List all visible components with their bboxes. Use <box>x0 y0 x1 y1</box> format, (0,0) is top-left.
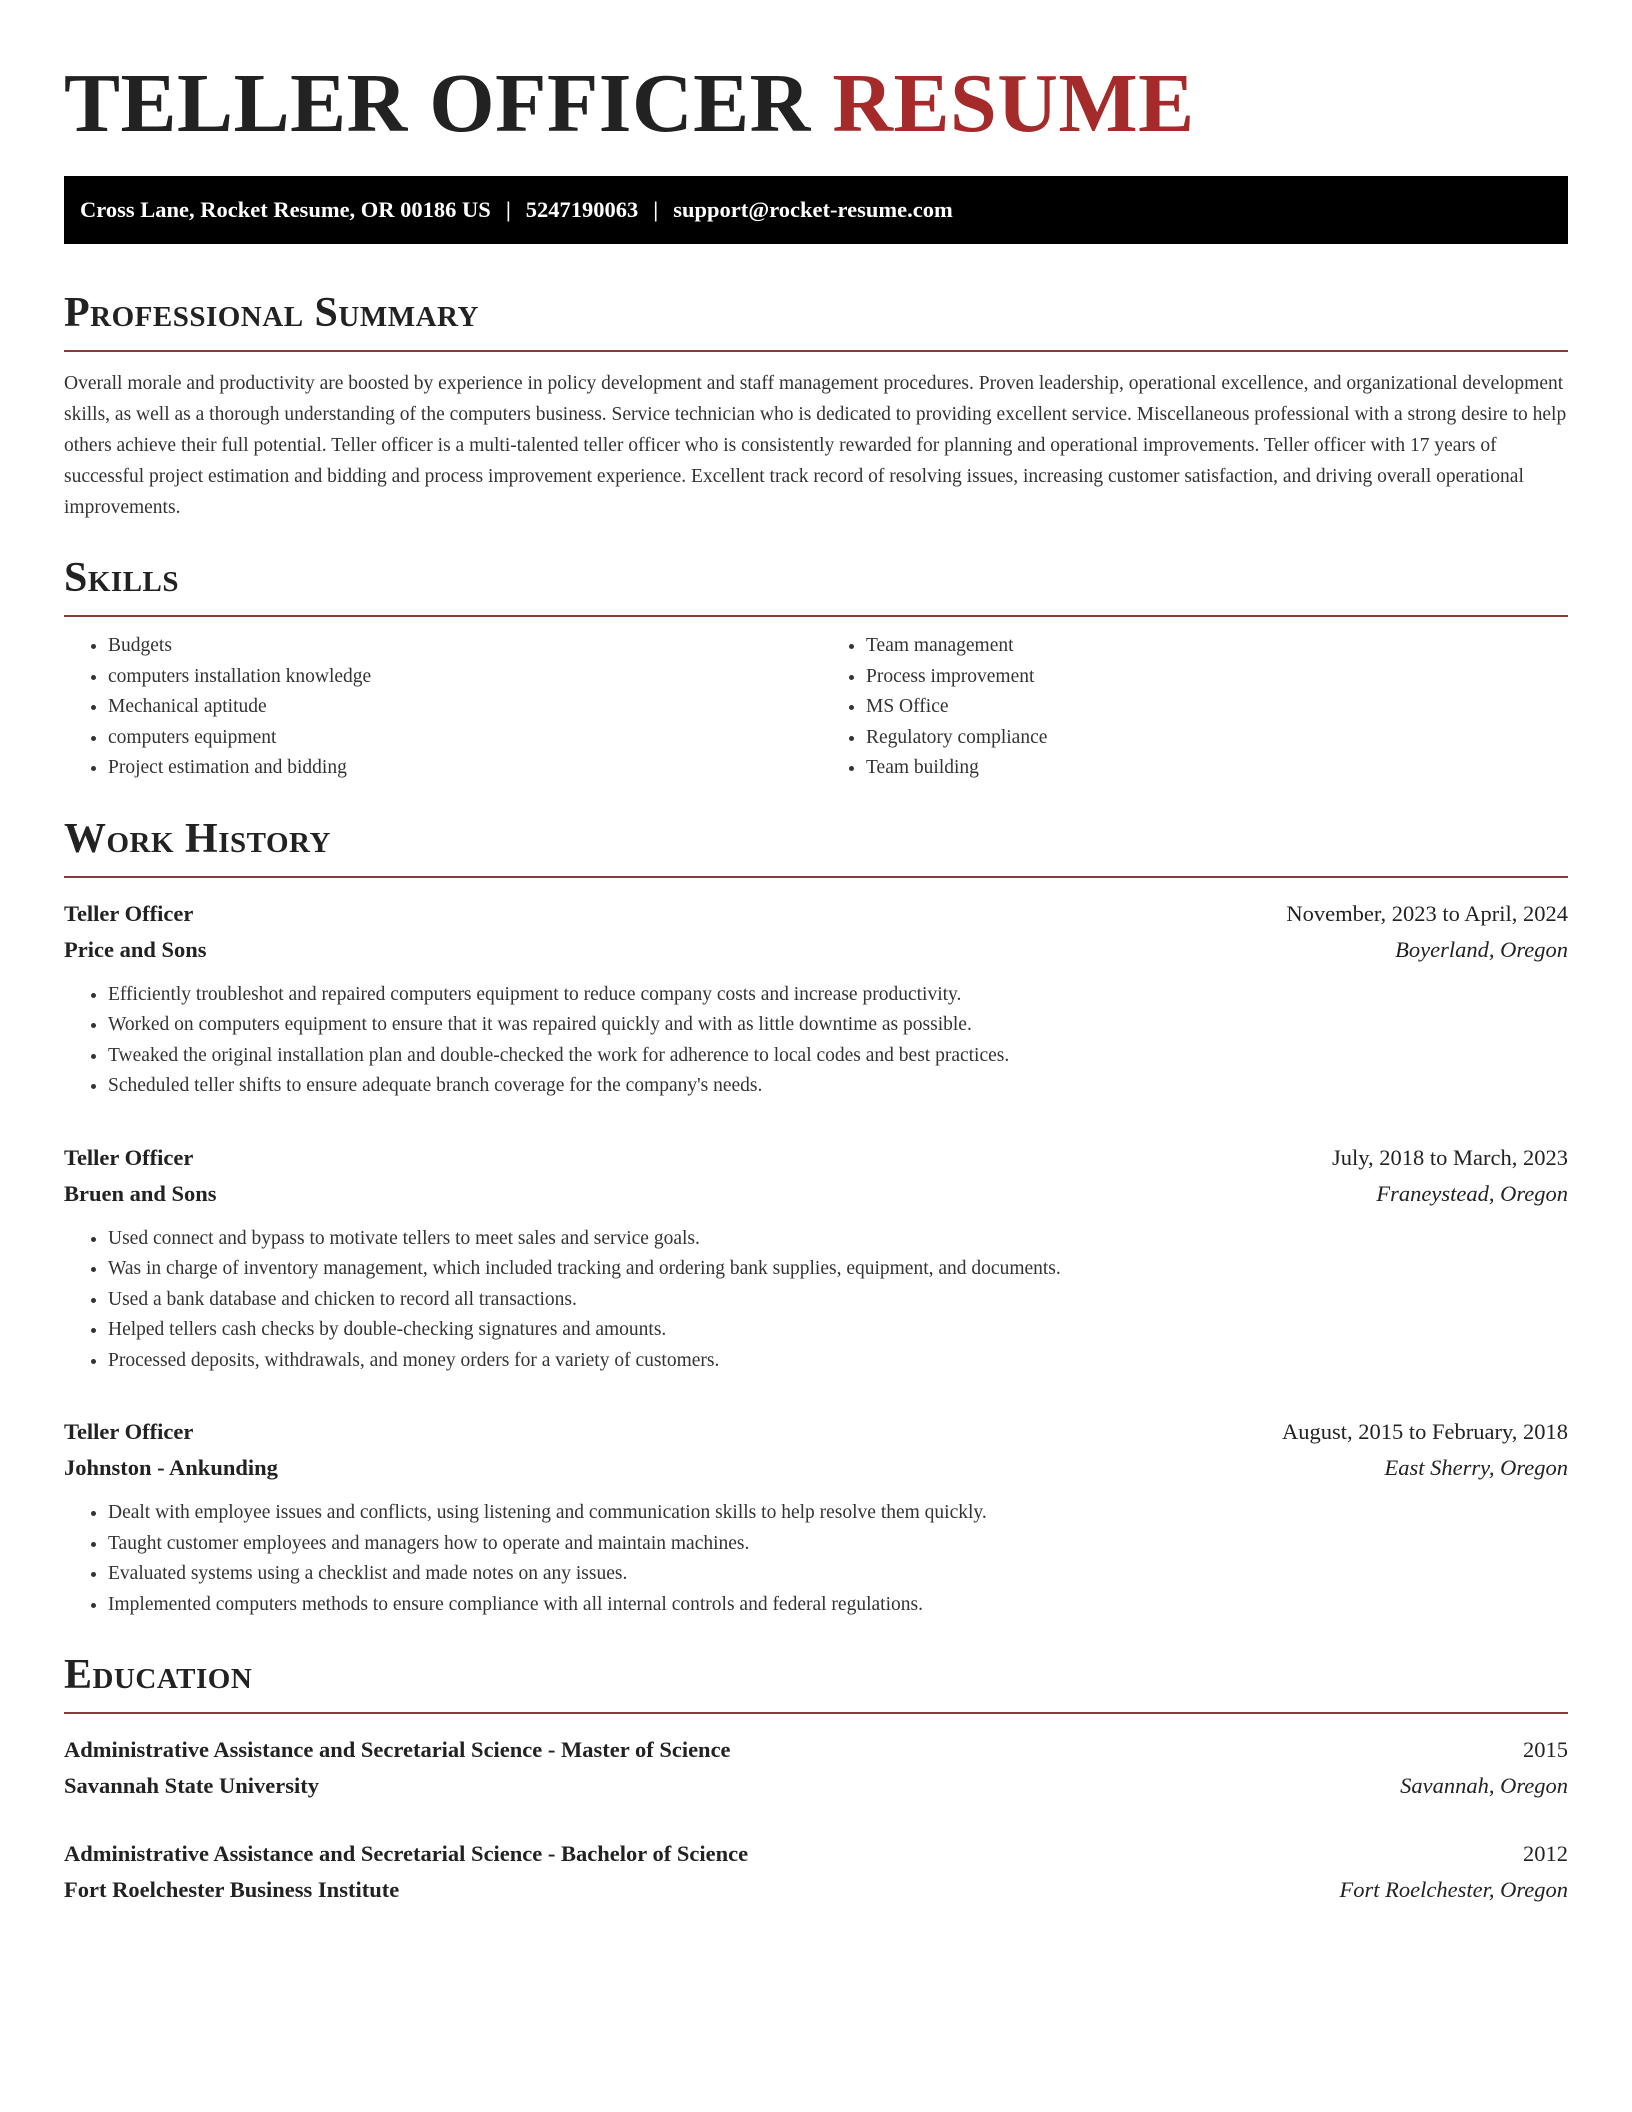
skill-item: • computers equipment <box>108 723 816 754</box>
contact-separator: | <box>505 197 511 222</box>
education-school: Savannah State University <box>64 1773 320 1798</box>
education-year: 2012 <box>1523 1841 1568 1866</box>
section-heading-skills: Skills <box>64 553 1568 617</box>
education-school-row <box>64 1768 1568 1804</box>
section-heading-summary: Professional Summary <box>64 288 1568 352</box>
education-header-row <box>64 1836 1568 1872</box>
skill-item: • Team management <box>866 631 1568 662</box>
education-school-row <box>64 1872 1568 1908</box>
job-bullets <box>64 1498 1568 1620</box>
job-company-row <box>64 1450 1568 1486</box>
job-title: Teller Officer <box>64 1419 194 1444</box>
skill-item: • Budgets <box>108 631 816 662</box>
job-bullet: • Scheduled teller shifts to ensure adequate branch coverage for the company's needs. <box>108 1071 1568 1102</box>
contact-bar <box>64 176 1568 244</box>
job-entry <box>64 1414 1568 1620</box>
skill-item: • MS Office <box>866 692 1568 723</box>
job-bullet: • Taught customer employees and managers how to operate and maintain machines. <box>108 1529 1568 1560</box>
education-degree: Administrative Assistance and Secretarial Science - Bachelor of Science <box>64 1841 749 1866</box>
skill-item: • Project estimation and bidding <box>108 753 816 784</box>
job-dates: July, 2018 to March, 2023 <box>1331 1144 1568 1170</box>
skill-item: • computers installation knowledge <box>108 662 816 693</box>
job-bullet: • Helped tellers cash checks by double-checking signatures and amounts. <box>108 1315 1568 1346</box>
skill-item: • Process improvement <box>866 662 1568 693</box>
skills-column-right <box>816 631 1568 784</box>
skill-item: • Regulatory compliance <box>866 723 1568 754</box>
education-year: 2015 <box>1523 1737 1568 1762</box>
contact-address: Cross Lane, Rocket Resume, OR 00186 US <box>80 197 491 222</box>
job-location: East Sherry, Oregon <box>1384 1455 1568 1480</box>
job-title: Teller Officer <box>64 1144 194 1170</box>
skills-column-left <box>64 631 816 784</box>
job-header-row <box>64 896 1568 932</box>
job-bullet: • Efficiently troubleshot and repaired computers equipment to reduce company costs and increase productivity. <box>108 980 1568 1011</box>
education-location: Fort Roelchester, Oregon <box>1339 1877 1568 1902</box>
job-bullet: • Processed deposits, withdrawals, and money orders for a variety of customers. <box>108 1346 1568 1377</box>
skill-item: • Team building <box>866 753 1568 784</box>
education-entry <box>64 1732 1568 1804</box>
job-bullet: • Worked on computers equipment to ensure that it was repaired quickly and with as little downtime as possible. <box>108 1010 1568 1041</box>
contact-separator: | <box>653 197 659 222</box>
education-entry <box>64 1836 1568 1908</box>
job-header-row <box>64 1140 1568 1176</box>
job-bullet: • Was in charge of inventory management, which included tracking and ordering bank supplies, equipment, and documents. <box>108 1254 1568 1285</box>
job-title: Teller Officer <box>64 900 194 926</box>
job-location: Boyerland, Oregon <box>1395 936 1568 962</box>
job-location: Franeystead, Oregon <box>1376 1180 1568 1206</box>
job-company: Johnston - Ankunding <box>64 1455 278 1480</box>
job-entry <box>64 896 1568 1102</box>
education-school: Fort Roelchester Business Institute <box>64 1877 400 1902</box>
job-bullet: • Implemented computers methods to ensure compliance with all internal controls and federal regulations. <box>108 1590 1568 1621</box>
job-dates: November, 2023 to April, 2024 <box>1286 900 1568 926</box>
job-bullet: • Dealt with employee issues and conflicts, using listening and communication skills to help resolve them quickly. <box>108 1498 1568 1529</box>
job-entry <box>64 1140 1568 1377</box>
job-header-row <box>64 1414 1568 1450</box>
job-company: Price and Sons <box>64 936 207 962</box>
education-degree: Administrative Assistance and Secretarial Science - Master of Science <box>64 1737 731 1762</box>
education-location: Savannah, Oregon <box>1400 1773 1568 1798</box>
section-heading-work-history: Work History <box>64 814 1568 878</box>
skills-list <box>64 631 1568 784</box>
summary-text: Overall morale and productivity are boosted by experience in policy development and staff management procedures. Proven leadership, operational excellence, and organizational development skills, as well as a thorough understanding of the computers business. Service technician who is dedicated to providing excellent service. Miscellaneous professional with a strong desire to help others achieve their full potential. Teller officer is a multi-talented teller officer who is consistently rewarded for planning and operational improvements. Teller officer with 17 years of successful project estimation and bidding and process improvement experience. Excellent track record of resolving issues, increasing customer satisfaction, and driving overall operational improvements. <box>64 373 1567 518</box>
job-bullets <box>64 1224 1568 1377</box>
education-header-row <box>64 1732 1568 1768</box>
job-dates: August, 2015 to February, 2018 <box>1281 1419 1568 1444</box>
job-company-row <box>64 1176 1568 1212</box>
section-heading-education: Education <box>64 1650 1568 1714</box>
job-company: Bruen and Sons <box>64 1180 217 1206</box>
job-company-row <box>64 932 1568 968</box>
job-bullet: • Tweaked the original installation plan and double-checked the work for adherence to local codes and best practices. <box>108 1041 1568 1072</box>
skill-item: • Mechanical aptitude <box>108 692 816 723</box>
contact-email[interactable]: support@rocket-resume.com <box>673 197 953 222</box>
job-bullet: • Evaluated systems using a checklist and made notes on any issues. <box>108 1559 1568 1590</box>
contact-phone[interactable]: 5247190063 <box>525 197 639 222</box>
resume-title <box>64 52 1568 156</box>
job-bullet: • Used connect and bypass to motivate tellers to meet sales and service goals. <box>108 1224 1568 1255</box>
title-main: TELLER OFFICER <box>64 57 811 150</box>
title-accent: RESUME <box>832 57 1195 150</box>
job-bullet: • Used a bank database and chicken to record all transactions. <box>108 1285 1568 1316</box>
job-bullets <box>64 980 1568 1102</box>
